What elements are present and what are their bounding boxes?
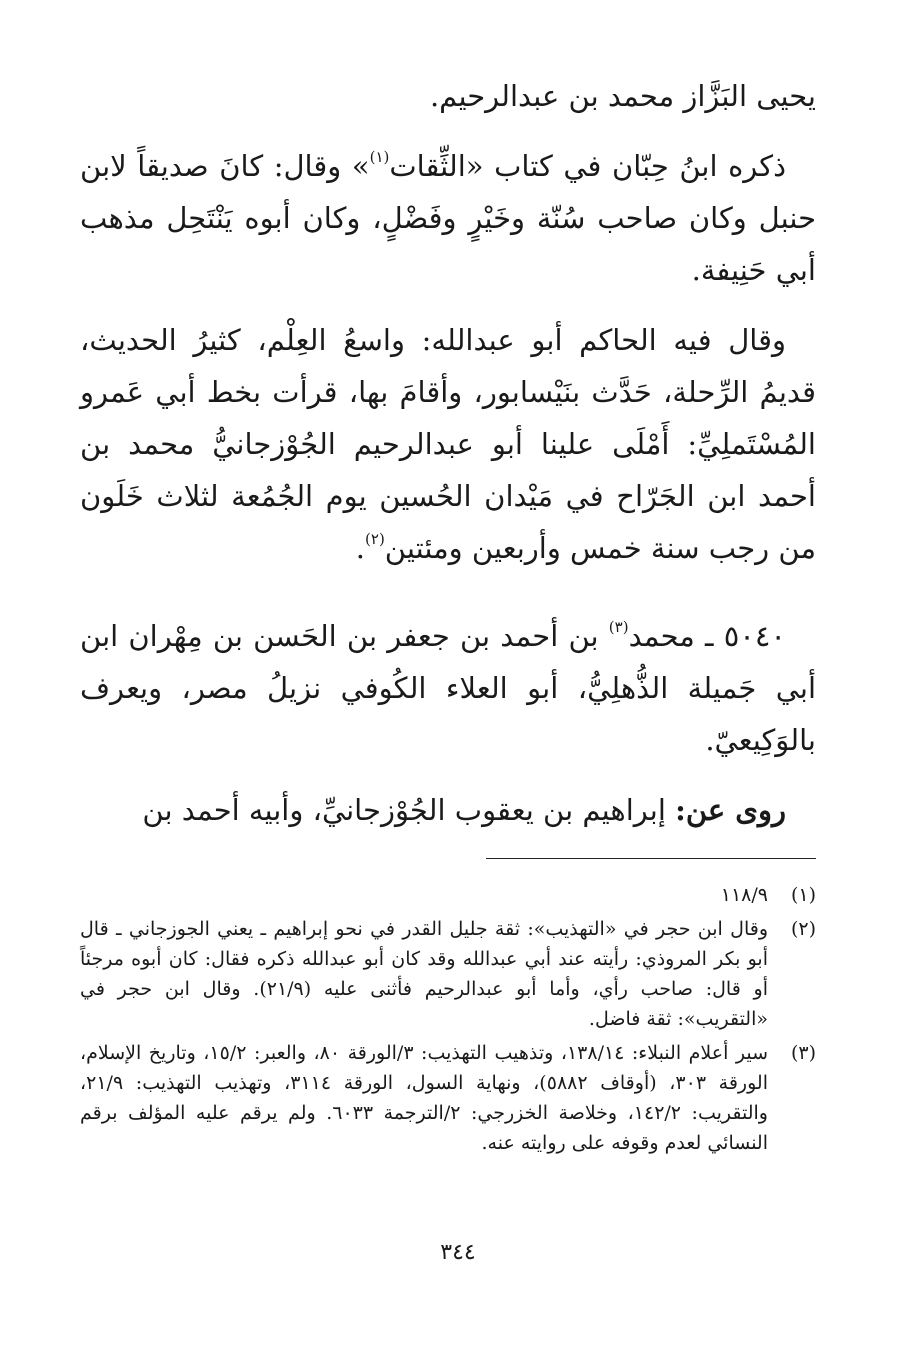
footnote-text: وقال ابن حجر في «التهذيب»: ثقة جليل القدر في نحو إبراهيم ـ يعني الجوزجاني ـ قال أبو بكر المروذي: رأيته عند أبي عبدالله وقد كان أبو عبدالله ذكره فقال: كان أبوه مرجئاً أو قال: صاحب رأي، وأما أبو عبدالرحيم فأثنى عليه (٢١/٩). وقال ابن حجر في «التقريب»: ثقة فاضل. bbox=[80, 918, 768, 1030]
footnote-1 bbox=[80, 880, 816, 910]
footnote-ref-1: (١) bbox=[369, 148, 390, 166]
paragraph-continuation bbox=[80, 70, 816, 122]
paragraph-text: . bbox=[355, 531, 366, 565]
footnote-number: (٢) bbox=[790, 918, 816, 940]
footnote-text: سير أعلام النبلاء: ١٣٨/١٤، وتذهيب التهذيب: ٣/الورقة ٨٠، والعبر: ١٥/٢، وتاريخ الإسلام، الورقة ٣٠٣، (أوقاف ٥٨٨٢)، ونهاية السول، الورقة ٣١١٤، وتهذيب التهذيب: ٢١/٩، والتقريب: ١٤٢/٢، وخلاصة الخزرجي: ٢/الترجمة ٦٠٣٣. ولم يرقم عليه المؤلف برقم النسائي لعدم وقوفه على روايته عنه. bbox=[80, 1042, 768, 1154]
paragraph-text: يحيى البَزَّاز محمد بن عبدالرحيم. bbox=[429, 79, 816, 113]
footnote-number: (١) bbox=[790, 884, 816, 906]
page-number: ٣٤٤ bbox=[440, 1240, 476, 1265]
paragraph-hakim bbox=[80, 314, 816, 574]
footnote-2 bbox=[80, 914, 816, 1034]
footnote-text: ١١٨/٩ bbox=[720, 884, 768, 906]
paragraph-text: » وقال: كانَ صديقاً لابن حنبل وكان صاحب سُنّة وخَيْرٍ وفَضْلٍ، وكان أبوه يَنْتَحِل مذهب أبي حَنِيفة. bbox=[80, 149, 816, 287]
footnote-ref-3: (٣) bbox=[608, 618, 629, 636]
footnote-3 bbox=[80, 1038, 816, 1158]
paragraph-text: وقال فيه الحاكم أبو عبدالله: واسعُ العِلْم، كثيرُ الحديث، قديمُ الرِّحلة، حَدَّث بنَيْسابور، وأقامَ بها، قرأت بخط أبي عَمرو المُسْتَملِيِّ: أَمْلَى علينا أبو عبدالرحيم الجُوْزجانيُّ محمد بن أحمد ابن الجَرّاح في مَيْدان الحُسين يوم الجُمُعة لثلاث خَلَون من رجب سنة خمس وأربعين ومئتين bbox=[80, 323, 816, 565]
main-text bbox=[80, 70, 816, 854]
paragraph-ibn-hibban bbox=[80, 140, 816, 296]
footnote-number: (٣) bbox=[790, 1042, 816, 1064]
entry-5040 bbox=[80, 610, 816, 766]
entry-text: بن أحمد بن جعفر بن الحَسن بن مِهْران ابن أبي جَميلة الذُّهلِيُّ، أبو العلاء الكُوفي نزيلُ مصر، ويعرف بالوَكِيعيّ. bbox=[80, 619, 816, 757]
footnotes bbox=[80, 880, 816, 1162]
paragraph-text: إبراهيم بن يعقوب الجُوْزجانيِّ، وأبيه أحمد بن bbox=[142, 793, 676, 827]
paragraph-text: ذكره ابنُ حِبّان في كتاب «الثِّقات bbox=[389, 149, 786, 183]
footnote-ref-2: (٢) bbox=[365, 530, 385, 548]
entry-heading: ٥٠٤٠ ـ محمد bbox=[628, 619, 786, 653]
footnote-divider bbox=[486, 858, 816, 859]
rawa-label: روى عن: bbox=[675, 793, 786, 827]
paragraph-rawa bbox=[80, 784, 816, 836]
